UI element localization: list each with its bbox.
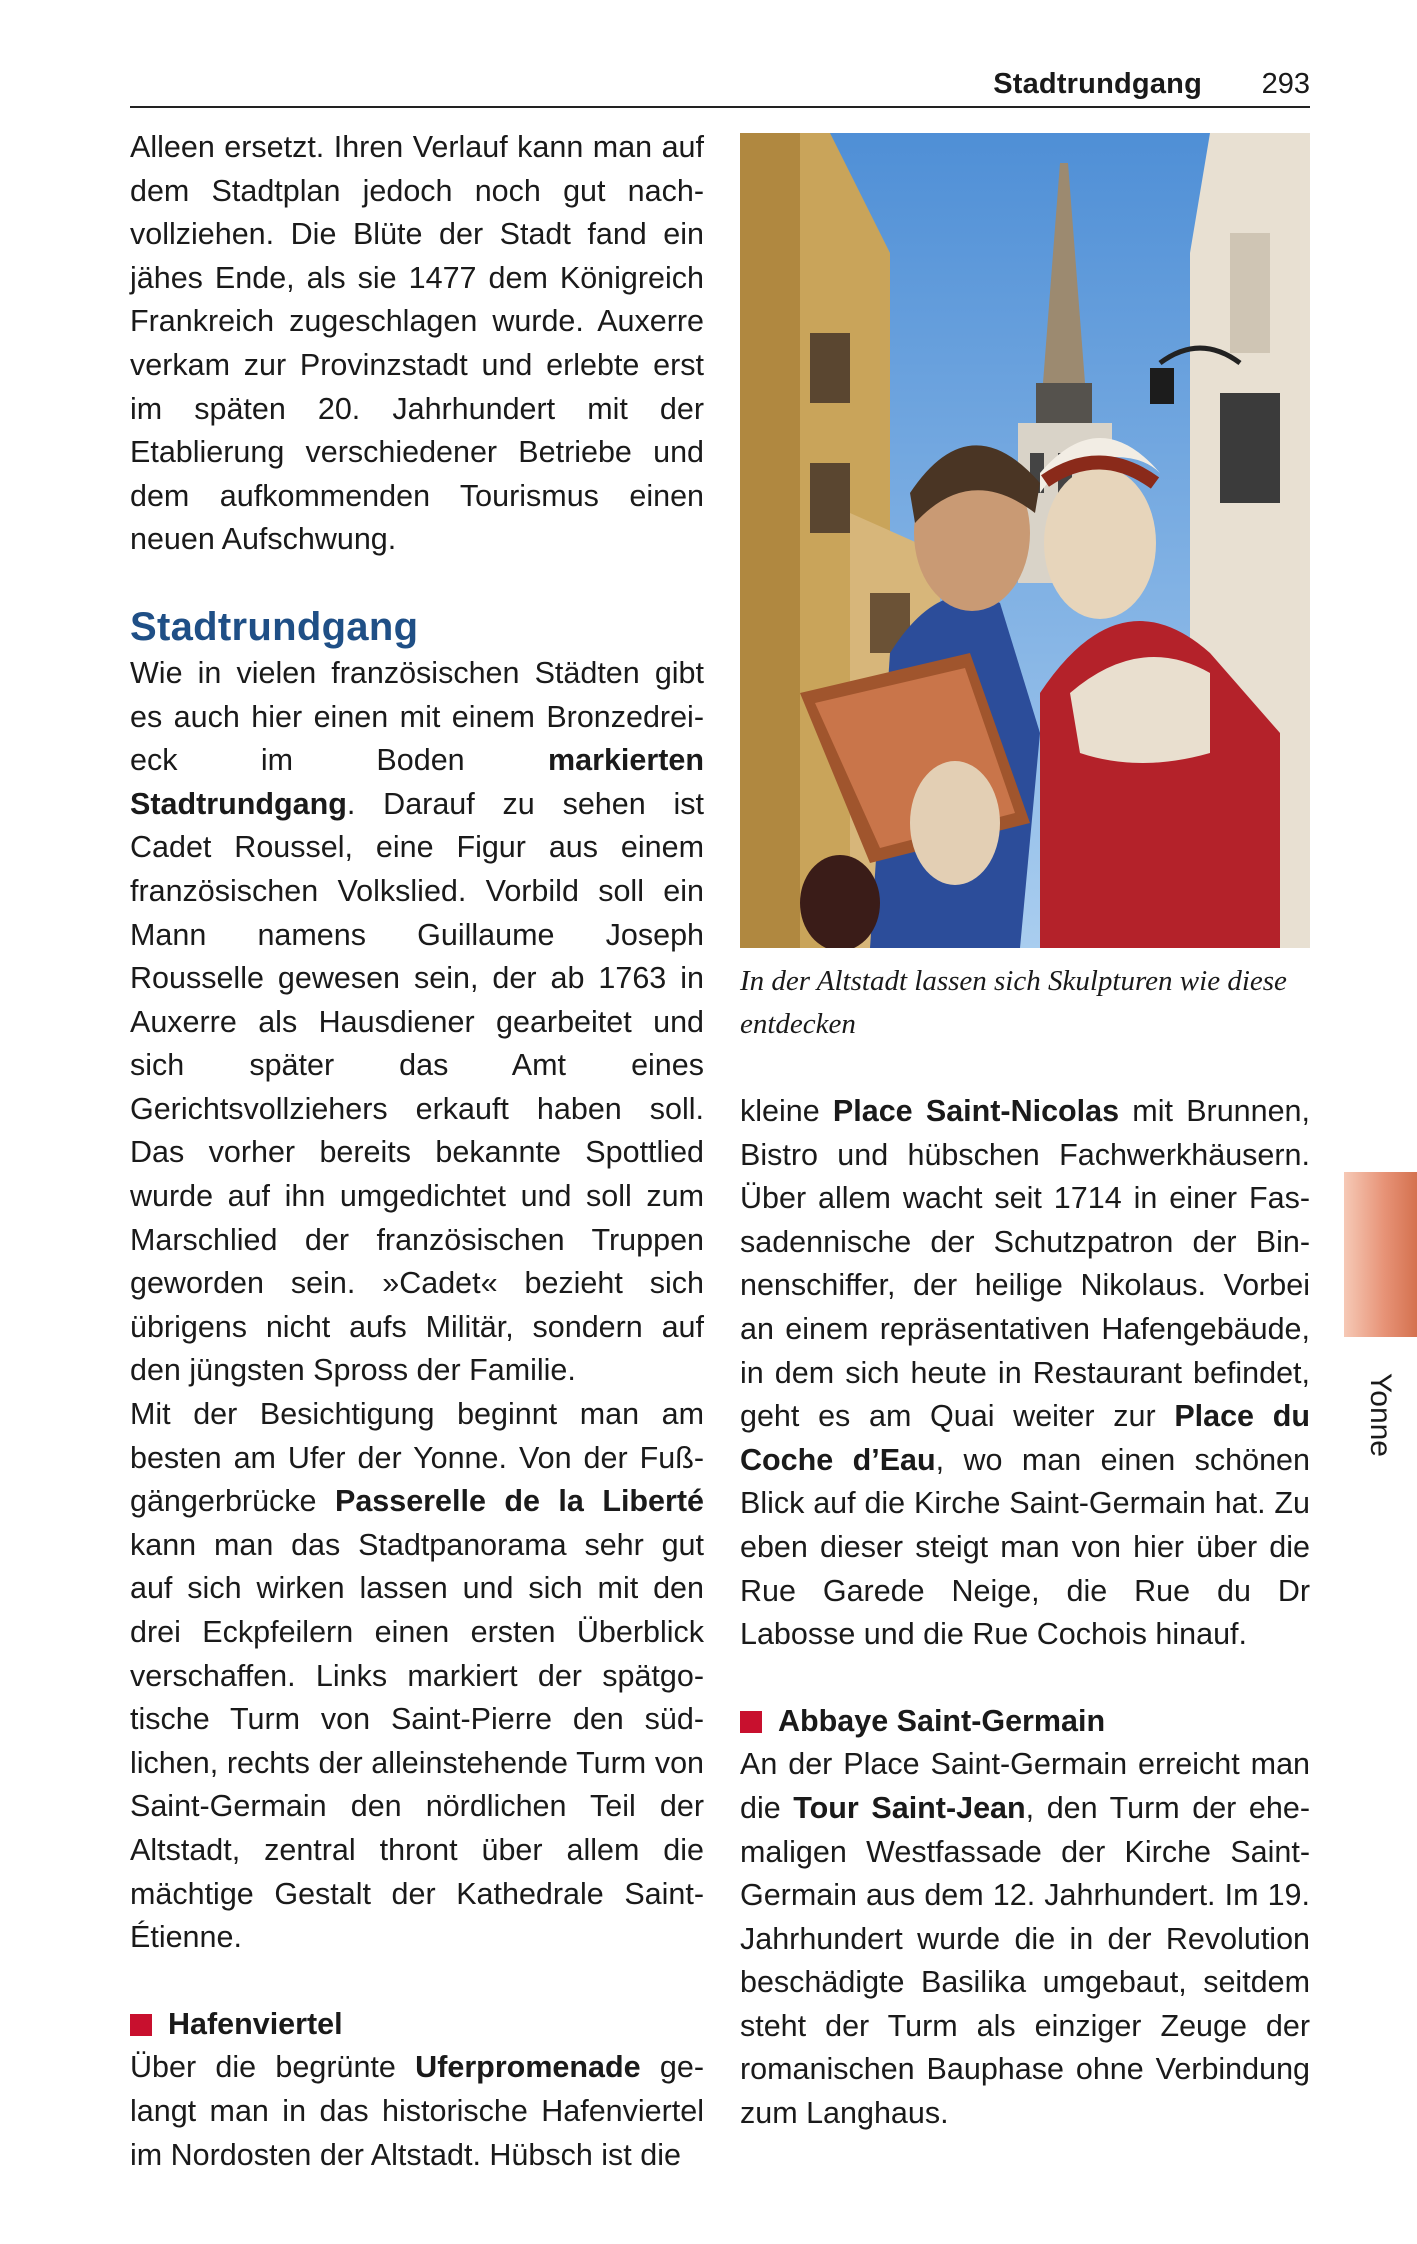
right-column — [740, 1090, 1310, 2136]
bold-term: Uferpromenade — [415, 2050, 641, 2085]
red-square-bullet-icon — [130, 2014, 152, 2036]
page-number: 293 — [1261, 68, 1310, 100]
running-header — [130, 62, 1310, 108]
bold-term: Passerelle de la Liberté — [334, 1484, 704, 1519]
subheading-hafenviertel: Hafenviertel — [130, 2003, 704, 2047]
subheading-abbaye: Abbaye Saint-Germain — [740, 1700, 1310, 1744]
chapter-tab-label: Yonne — [1364, 1373, 1397, 1457]
sculpture-photo — [740, 133, 1310, 948]
sculpture-illustration — [740, 133, 1310, 948]
left-column — [130, 126, 704, 2177]
paragraph-besichtigung: Mit der Besichtigung beginnt man am besten am Ufer der Yonne. Von der Fußgängerbrücke Passerelle de la Liberté kann man das Stadtpanorama sehr gut auf sich wirken lassen und sich mit den drei Eckpfeilern einen ersten Überblick verschaffen. Links markiert der spätgotische Turm von Saint-Pierre den südlichen, rechts der alleinstehende Turm von Saint-Germain den nördlichen Teil der Altstadt, zentral thront über allem die mächtige Gestalt der Kathedrale Saint-Étienne. — [130, 1397, 704, 1955]
red-square-bullet-icon — [740, 1711, 762, 1733]
bold-term: Place Saint-Nicolas — [832, 1094, 1120, 1128]
paragraph-place-saint-nicolas: kleine Place Saint-Nicolas mit Brunnen, Bistro und hübschen Fachwerkhäusern. Über allem wacht seit 1714 in einer Fassadennische der Schutzpatron der Binnenschiffer, der heilige Nikolaus. Vorbei an einem repräsentativen Hafengebäude, in dem sich heute in Restaurant befindet, geht es am Quai weiter zur Place du Coche d’Eau, wo man einen schönen Blick auf die Kirche Saint-Germain hat. Zu eben dieser steigt man von hier über die Rue Garede Neige, die Rue du Dr Labosse und die Rue Cochois hinauf. — [740, 1094, 1310, 1652]
paragraph-abbaye: An der Place Saint-Germain erreicht man die Tour Saint-Jean, den Turm der ehemaligen Westfassade der Kirche Saint-Germain aus dem 12. Jahrhundert. Im 19. Jahrhundert wurde die in der Revolution beschädigte Basilika umgebaut, seitdem steht der Turm als einziger Zeuge der romanischen Bauphase ohne Verbindung zum Langhaus. — [740, 1747, 1310, 2131]
paragraph-hafenviertel: Über die begrünte Uferpromenade gelangt man in das historische Hafenviertel im Nordosten der Altstadt. Hübsch ist die — [130, 2050, 705, 2172]
chapter-tab — [1344, 1172, 1417, 1337]
bold-term: markierten Stadtrundgang — [130, 743, 704, 821]
bold-term: Tour Saint-Jean — [793, 1790, 1026, 1825]
photo-caption: In der Altstadt lassen sich Skulpturen wie diese entdecken — [740, 965, 1287, 1040]
running-header-section: Stadtrundgang — [993, 68, 1202, 100]
intro-paragraph: Alleen ersetzt. Ihren Verlauf kann man auf dem Stadtplan jedoch noch gut nachvollziehen. Die Blüte der Stadt fand ein jähes Ende, als sie 1477 dem Königreich Frankreich zugeschlagen wurde. Auxerre verkam zur Provinzstadt und erlebte erst im späten 20. Jahrhundert mit der Etablierung verschiedener Betriebe und dem aufkommenden Tourismus einen neuen Aufschwung. — [130, 130, 704, 557]
section-heading: Stadtrundgang — [130, 604, 419, 649]
paragraph-stadtrundgang: Wie in vielen französischen Städten gibt es auch hier einen mit einem Bronzedreieck im Boden markierten Stadtrundgang. Darauf zu sehen ist Cadet Roussel, eine Figur aus einem französischen Volkslied. Vorbild soll ein Mann namens Guillaume Joseph Rousselle gewesen sein, der ab 1763 in Auxerre als Hausdiener gearbeitet und sich später das Amt eines Gerichtsvollziehers erkauft haben soll. Das vorher bereits bekannte Spottlied wurde auf ihn umgedichtet und soll zum Marschlied der französischen Truppen geworden sein. »Cadet« bezieht sich übrigens nicht aufs Militär, sondern auf den jüngsten Spross der Familie. — [130, 655, 704, 1388]
bold-term: Place du Coche d’Eau — [740, 1399, 1310, 1477]
